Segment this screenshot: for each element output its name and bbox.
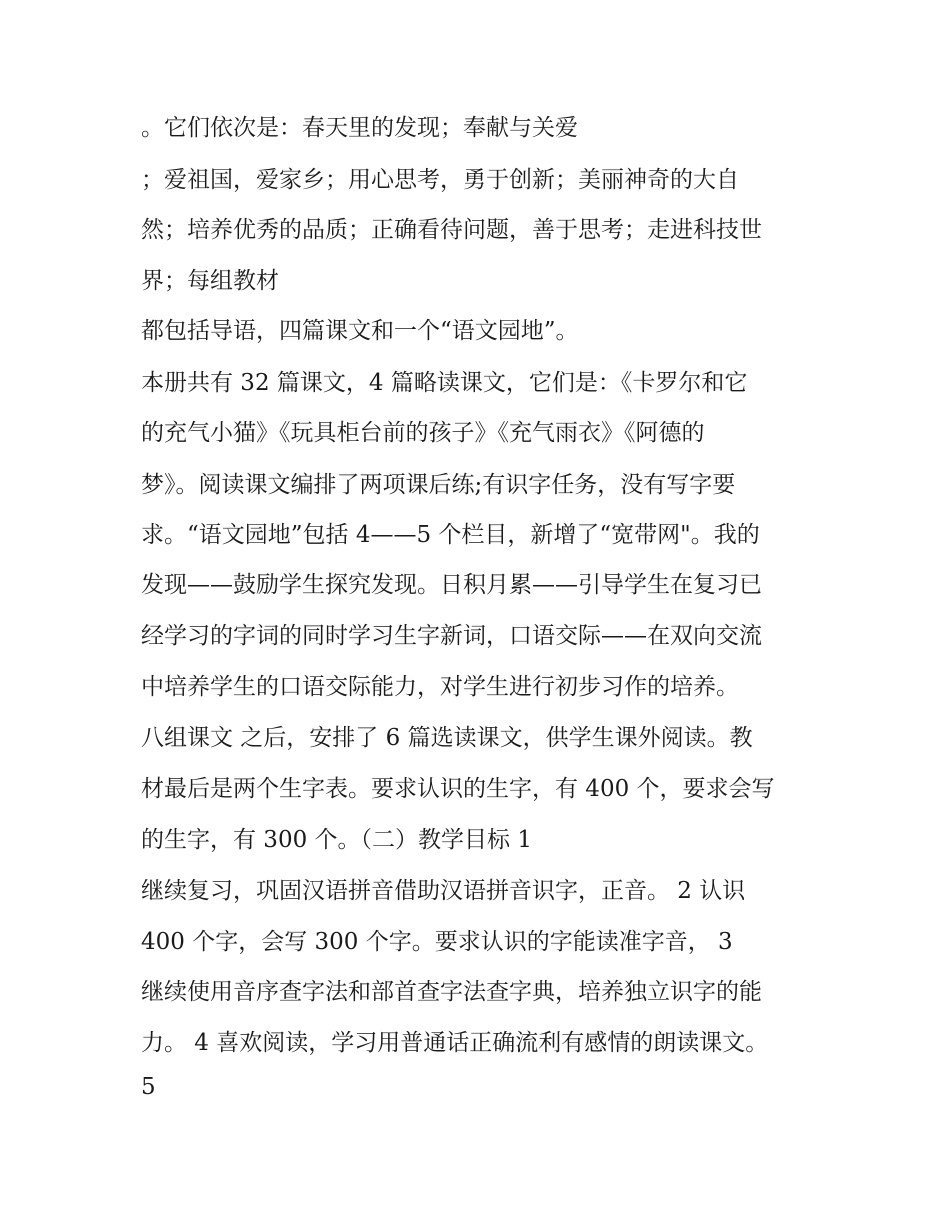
text-line-10: 发现——鼓励学生探究发现。日积月累——引导学生在复习已 — [141, 572, 762, 598]
text-line-12: 中培养学生的口语交际能力，对学生进行初步习作的培养。 — [141, 674, 739, 700]
text-line-15: 的生字，有 300 个。（二）教学目标 1 — [141, 827, 532, 853]
text-line-19: 力。 4 喜欢阅读，学习用普通话正确流利有感情的朗读课文。 — [141, 1030, 769, 1056]
text-line-16: 继续复习，巩固汉语拼音借助汉语拼音识字，正音。 2 认识 — [141, 878, 746, 904]
text-line-17: 400 个字，会写 300 个字。要求认识的字能读准字音， 3 — [141, 929, 733, 955]
text-line-1: 。它们依次是：春天里的发现；奉献与关爱 — [141, 115, 578, 141]
text-line-9: 求。“语文园地”包括 4——5 个栏目，新增了“宽带网"。我的 — [141, 522, 760, 548]
text-line-18: 继续使用音序查字法和部首查字法查字典，培养独立识字的能 — [141, 979, 762, 1005]
text-line-2: ；爱祖国，爱家乡；用心思考，勇于创新；美丽神奇的大自 — [141, 167, 739, 193]
text-line-3: 然；培养优秀的品质；正确看待问题，善于思考；走进科技世 — [141, 217, 762, 243]
text-line-8: 梦》。阅读课文编排了两项课后练;有识字任务，没有写字要 — [141, 472, 736, 498]
text-line-13: 八组课文 之后，安排了 6 篇选读课文，供学生课外阅读。教 — [141, 725, 753, 751]
text-line-20: 5 — [141, 1074, 156, 1100]
text-line-5: 都包括导语，四篇课文和一个“语文园地”。 — [141, 318, 579, 344]
text-line-7: 的充气小猫》《玩具柜台前的孩子》《充气雨衣》《阿德的 — [141, 420, 705, 446]
text-line-4: 界；每组教材 — [141, 268, 279, 294]
text-line-6: 本册共有 32 篇课文，4 篇略读课文，它们是：《卡罗尔和它 — [141, 370, 748, 396]
text-line-11: 经学习的字词的同时学习生字新词，口语交际——在双向交流 — [141, 623, 762, 649]
text-line-14: 材最后是两个生字表。要求认识的生字，有 400 个，要求会写 — [141, 776, 775, 802]
